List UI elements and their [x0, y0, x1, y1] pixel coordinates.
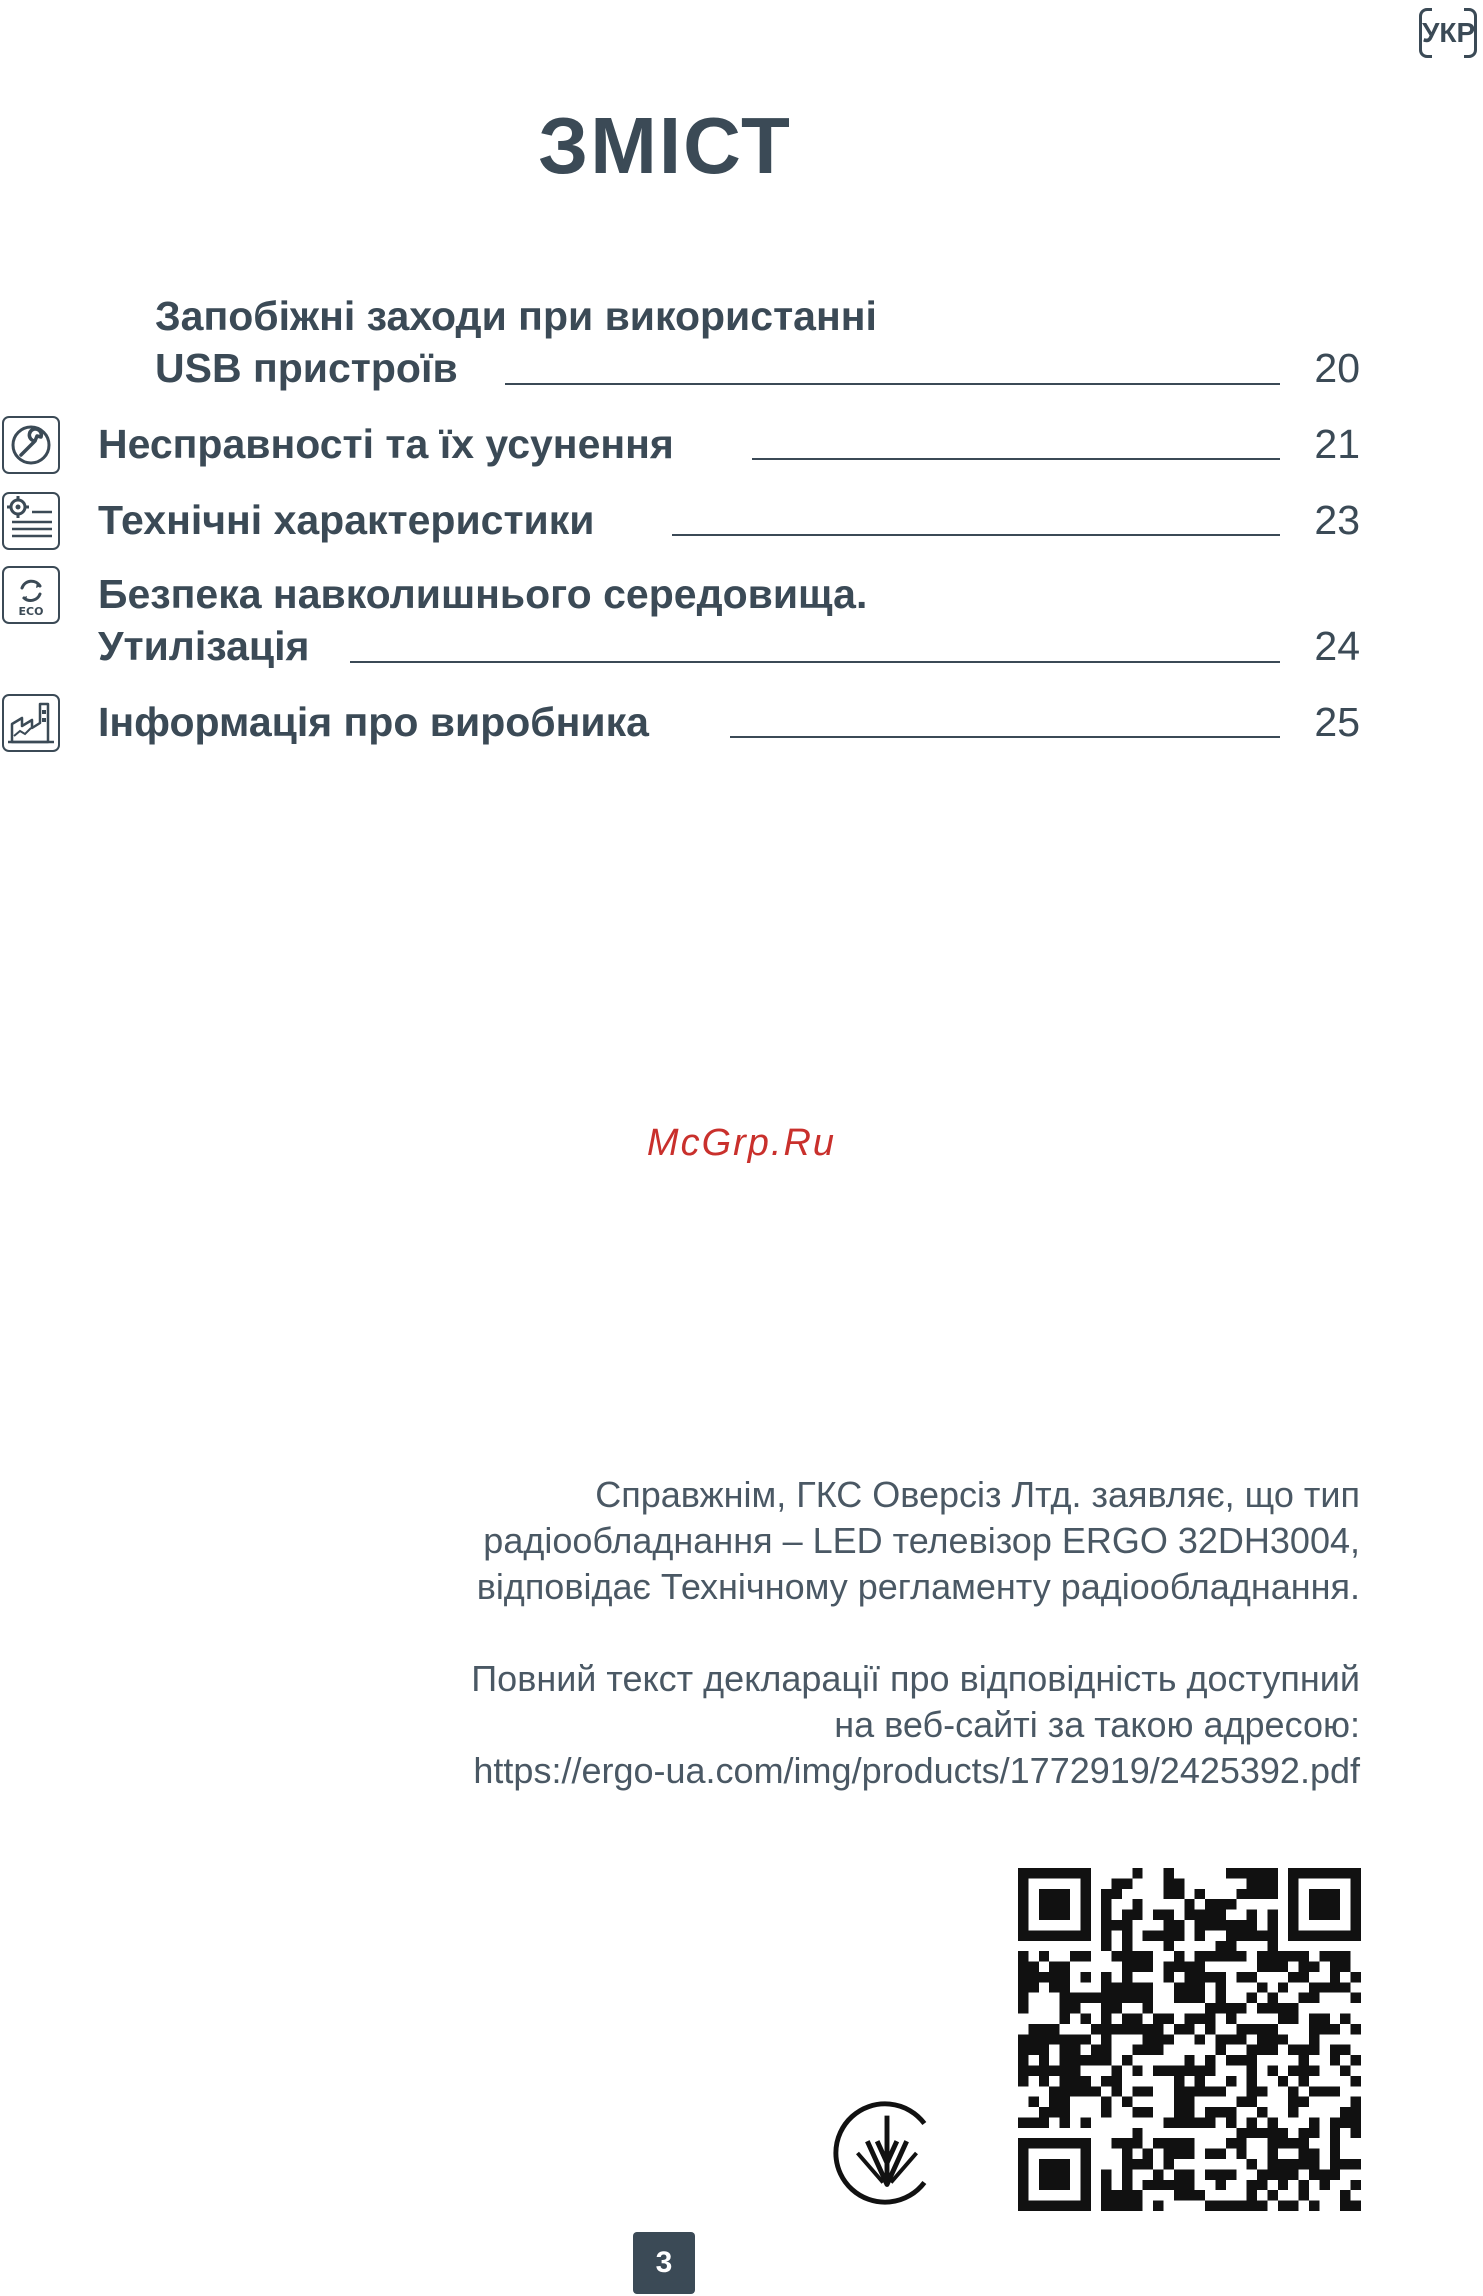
svg-text:ECO: ECO	[18, 605, 44, 618]
toc-entry-title: Технічні характеристики	[98, 497, 595, 543]
declaration-line: радіообладнання – LED телевізор ERGO 32DH3004,	[483, 1520, 1360, 1561]
declaration-paragraph-1	[260, 1472, 1360, 1610]
toc-entry-manufacturer[interactable]	[0, 694, 1360, 754]
factory-icon	[2, 694, 60, 752]
declaration-line: відповідає Технічному регламенту радіообладнання.	[476, 1566, 1360, 1607]
toc-entry-troubleshooting[interactable]	[0, 416, 1360, 476]
toc-leader-line	[730, 736, 1280, 738]
ukraine-conformity-mark-icon	[828, 2094, 946, 2212]
declaration-paragraph-2	[260, 1656, 1360, 1794]
toc-entry-title-line2: Утилізація	[98, 623, 310, 669]
eco-recycle-icon	[2, 566, 60, 624]
toc-entry-usb-safety[interactable]	[0, 290, 1360, 400]
toc-page-number: 21	[1314, 421, 1360, 467]
language-badge: УКР	[1419, 8, 1477, 58]
declaration-line: Повний текст декларації про відповідність доступний	[471, 1658, 1360, 1699]
toc-entry-title: Несправності та їх усунення	[98, 421, 674, 467]
toc-page-number: 24	[1314, 623, 1360, 669]
page-number: 3	[633, 2232, 695, 2294]
declaration-url[interactable]: https://ergo-ua.com/img/products/1772919/2425392.pdf	[473, 1750, 1360, 1791]
toc-page-number: 20	[1314, 345, 1360, 391]
toc-page-number: 25	[1314, 699, 1360, 745]
qr-code-icon	[1018, 1868, 1361, 2211]
toc-entry-title-line1: Запобіжні заходи при використанні	[155, 293, 877, 339]
toc-entry-title-line1: Безпека навколишнього середовища.	[98, 571, 868, 617]
toc-leader-line	[672, 534, 1280, 536]
toc-page-number: 23	[1314, 497, 1360, 543]
toc-leader-line	[350, 661, 1280, 663]
page-title: ЗМІСТ	[538, 101, 792, 190]
wrench-icon	[2, 416, 60, 474]
toc-entry-title-line2: USB пристроїв	[155, 345, 458, 391]
gear-document-icon	[2, 492, 60, 550]
watermark: McGrp.Ru	[646, 1122, 837, 1164]
declaration-line: на веб-сайті за такою адресою:	[834, 1704, 1360, 1745]
toc-entry-environment[interactable]	[0, 566, 1360, 676]
declaration-line: Справжнім, ГКС Оверсіз Лтд. заявляє, що тип	[595, 1474, 1360, 1515]
toc-entry-specifications[interactable]	[0, 492, 1360, 552]
declaration-text	[260, 1472, 1360, 1840]
toc-leader-line	[752, 458, 1280, 460]
toc-entry-title: Інформація про виробника	[98, 699, 649, 745]
toc-leader-line	[505, 383, 1280, 385]
